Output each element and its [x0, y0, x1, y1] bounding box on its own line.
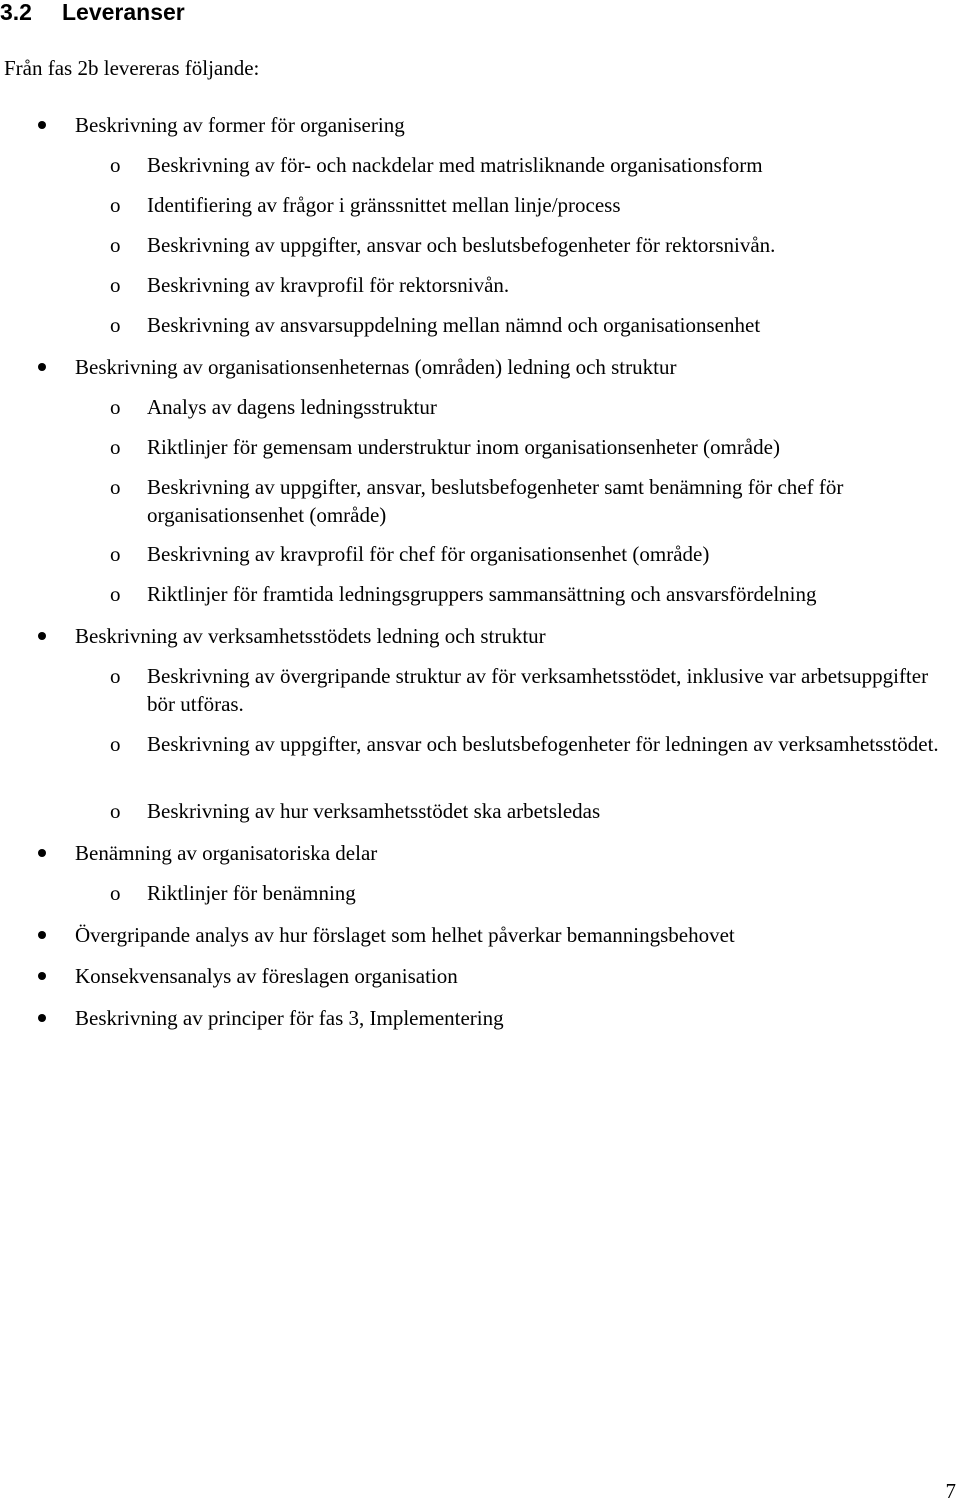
sub-bullet-icon: o [110, 732, 121, 756]
sub-bullet-icon: o [110, 475, 121, 499]
list-item: Konsekvensanalys av föreslagen organisation [75, 964, 458, 988]
bullet-icon [38, 931, 46, 939]
sub-list-item: Beskrivning av uppgifter, ansvar och beslutsbefogenheter för rektorsnivån. [147, 233, 776, 257]
sub-list-item: Riktlinjer för framtida ledningsgruppers sammansättning och ansvarsfördelning [147, 582, 817, 606]
bullet-icon [38, 632, 46, 640]
sub-list-item: Beskrivning av uppgifter, ansvar, beslutsbefogenheter samt benämning för chef för organisationsenhet (område) [147, 475, 844, 527]
sub-list-item: Beskrivning av kravprofil för chef för organisationsenhet (område) [147, 542, 710, 566]
list-item: Beskrivning av organisationsenheternas (områden) ledning och struktur [75, 355, 677, 379]
list-item: Övergripande analys av hur förslaget som helhet påverkar bemanningsbehovet [75, 923, 735, 947]
sub-list-item: Beskrivning av kravprofil för rektorsnivån. [147, 273, 510, 297]
page-number: 7 [945, 1479, 956, 1503]
sub-bullet-icon: o [110, 273, 121, 297]
intro-text: Från fas 2b levereras följande: [4, 56, 260, 80]
sub-list-item: Analys av dagens ledningsstruktur [147, 395, 437, 419]
list-item: Beskrivning av former för organisering [75, 113, 405, 137]
sub-bullet-icon: o [110, 395, 121, 419]
bullet-icon [38, 121, 46, 129]
sub-bullet-icon: o [110, 435, 121, 459]
sub-list-item: Beskrivning av uppgifter, ansvar och beslutsbefogenheter för ledningen av verksamhetsstödet. [147, 732, 939, 756]
sub-bullet-icon: o [110, 233, 121, 257]
section-number: 3.2 [0, 0, 32, 25]
sub-list-item: Identifiering av frågor i gränssnittet mellan linje/process [147, 193, 621, 217]
sub-bullet-icon: o [110, 799, 121, 823]
section-title: Leveranser [62, 0, 185, 25]
bullet-icon [38, 363, 46, 371]
sub-bullet-icon: o [110, 582, 121, 606]
sub-list-item: Beskrivning av för- och nackdelar med matrisliknande organisationsform [147, 153, 763, 177]
sub-bullet-icon: o [110, 193, 121, 217]
sub-bullet-icon: o [110, 881, 121, 905]
sub-list-item: Beskrivning av övergripande struktur av för verksamhetsstödet, inklusive var arbetsuppgifter bör utföras. [147, 664, 929, 716]
bullet-icon [38, 849, 46, 857]
sub-list-item: Riktlinjer för benämning [147, 881, 356, 905]
list-item: Benämning av organisatoriska delar [75, 841, 378, 865]
sub-bullet-icon: o [110, 313, 121, 337]
list-item: Beskrivning av principer för fas 3, Implementering [75, 1006, 504, 1030]
sub-list-item: Beskrivning av ansvarsuppdelning mellan nämnd och organisationsenhet [147, 313, 761, 337]
list-item: Beskrivning av verksamhetsstödets ledning och struktur [75, 624, 546, 648]
sub-bullet-icon: o [110, 153, 121, 177]
section-heading [0, 0, 185, 26]
sub-list-item: Riktlinjer för gemensam understruktur inom organisationsenheter (område) [147, 435, 780, 459]
bullet-icon [38, 1014, 46, 1022]
bullet-icon [38, 972, 46, 980]
sub-bullet-icon: o [110, 542, 121, 566]
sub-list-item: Beskrivning av hur verksamhetsstödet ska arbetsledas [147, 799, 601, 823]
sub-bullet-icon: o [110, 664, 121, 688]
